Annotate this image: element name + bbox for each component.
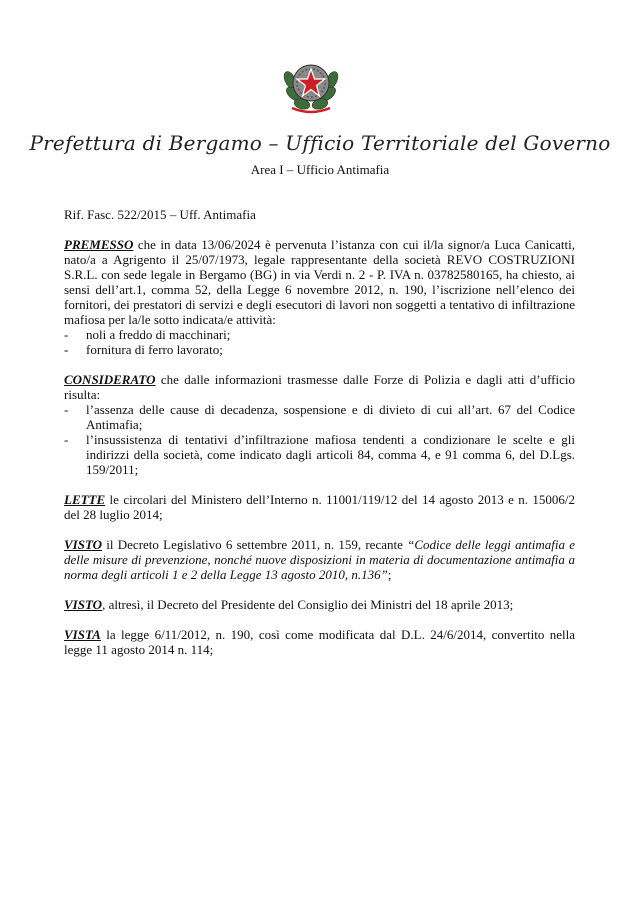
considerato-keyword: CONSIDERATO: [64, 372, 156, 387]
vista-text: la legge 6/11/2012, n. 190, così come modificata dal D.L. 24/6/2014, convertito nella legge 11 agosto 2014 n. 114;: [64, 627, 575, 657]
reference-line: Rif. Fasc. 522/2015 – Uff. Antimafia: [64, 207, 256, 222]
premesso-text: che in data 13/06/2024 è pervenuta l’istanza con cui il/la signor/a Luca Canicatti, nato/a a Agrigento il 25/07/1973, legale rappresentante della società REVO COSTRUZIONI S.R.L. con sede legale in Bergamo (BG) in via Verdi n. 2 - P. IVA n. 03782580165, ha chiesto, ai sensi dell’art.1, comma 52, della Legge 6 novembre 2012, n. 190, l’iscrizione nell’elenco dei fornitori, dei prestatori di servizi e degli esecutori di lavori non soggetti a tentativo di infiltrazione mafiosa per la/le sotto indicata/e attività:: [64, 237, 575, 327]
list-item: - l’assenza delle cause di decadenza, sospensione e di divieto di cui all’art. 67 del Codice Antimafia;: [64, 402, 575, 432]
visto-text: il Decreto Legislativo 6 settembre 2011, n. 159, recante: [102, 537, 408, 552]
vista-paragraph: [64, 627, 575, 657]
visto-keyword: VISTO: [64, 537, 103, 552]
premesso-paragraph: [64, 237, 575, 357]
list-item: - noli a freddo di macchinari;: [64, 327, 231, 342]
considerato-text: che dalle informazioni trasmesse dalle Forze di Polizia e dagli atti d’ufficio risulta:: [64, 372, 575, 402]
italian-republic-emblem-icon: [280, 56, 342, 116]
premesso-list: [64, 327, 575, 357]
lette-text: le circolari del Ministero dell’Interno n. 11001/119/12 del 14 agosto 2013 e n. 15006/2 del 28 luglio 2014;: [64, 492, 575, 522]
area-subtitle: Area I – Ufficio Antimafia: [250, 162, 390, 177]
visto-dpcm-paragraph: [64, 597, 575, 612]
visto-keyword: VISTO: [64, 597, 103, 612]
visto-text: , altresì, il Decreto del Presidente del Consiglio dei Ministri del 18 aprile 2013;: [102, 597, 514, 612]
list-marker: -: [64, 342, 69, 357]
lette-paragraph: [64, 492, 575, 522]
considerato-paragraph: [64, 372, 575, 477]
prefettura-title: Prefettura di Bergamo – Ufficio Territoriale del Governo: [29, 131, 611, 155]
visto-quote: “Codice delle leggi antimafia e delle misure di prevenzione, nonché nuove disposizioni in materia di documentazione antimafia a norma degli articoli 1 e 2 della Legge 13 agosto 2010, n.136”: [64, 537, 575, 582]
visto-decreto-paragraph: VISTO il Decreto Legislativo 6 settembre 2011, n. 159, recante “Codice delle leggi antimafia e delle misure di prevenzione, nonché nuove disposizioni in materia di documentazione antimafia a norma degli articoli 1 e 2 della Legge 13 agosto 2010, n.136”;: [64, 537, 575, 582]
vista-keyword: VISTA: [64, 627, 101, 642]
lette-keyword: LETTE: [64, 492, 106, 507]
list-marker: -: [64, 327, 69, 342]
premesso-keyword: PREMESSO: [64, 237, 134, 252]
list-marker: -: [64, 402, 69, 417]
list-item: - fornitura di ferro lavorato;: [64, 342, 223, 357]
document-body: [64, 207, 575, 672]
considerato-list: [64, 402, 575, 477]
list-item: - l’insussistenza di tentativi d’infiltrazione mafiosa tendenti a condizionare le scelte e gli indirizzi della società, come indicato dagli articoli 84, comma 4, e 91 comma 6, del D.Lgs. 159/2011;: [64, 432, 575, 477]
list-marker: -: [64, 432, 69, 447]
